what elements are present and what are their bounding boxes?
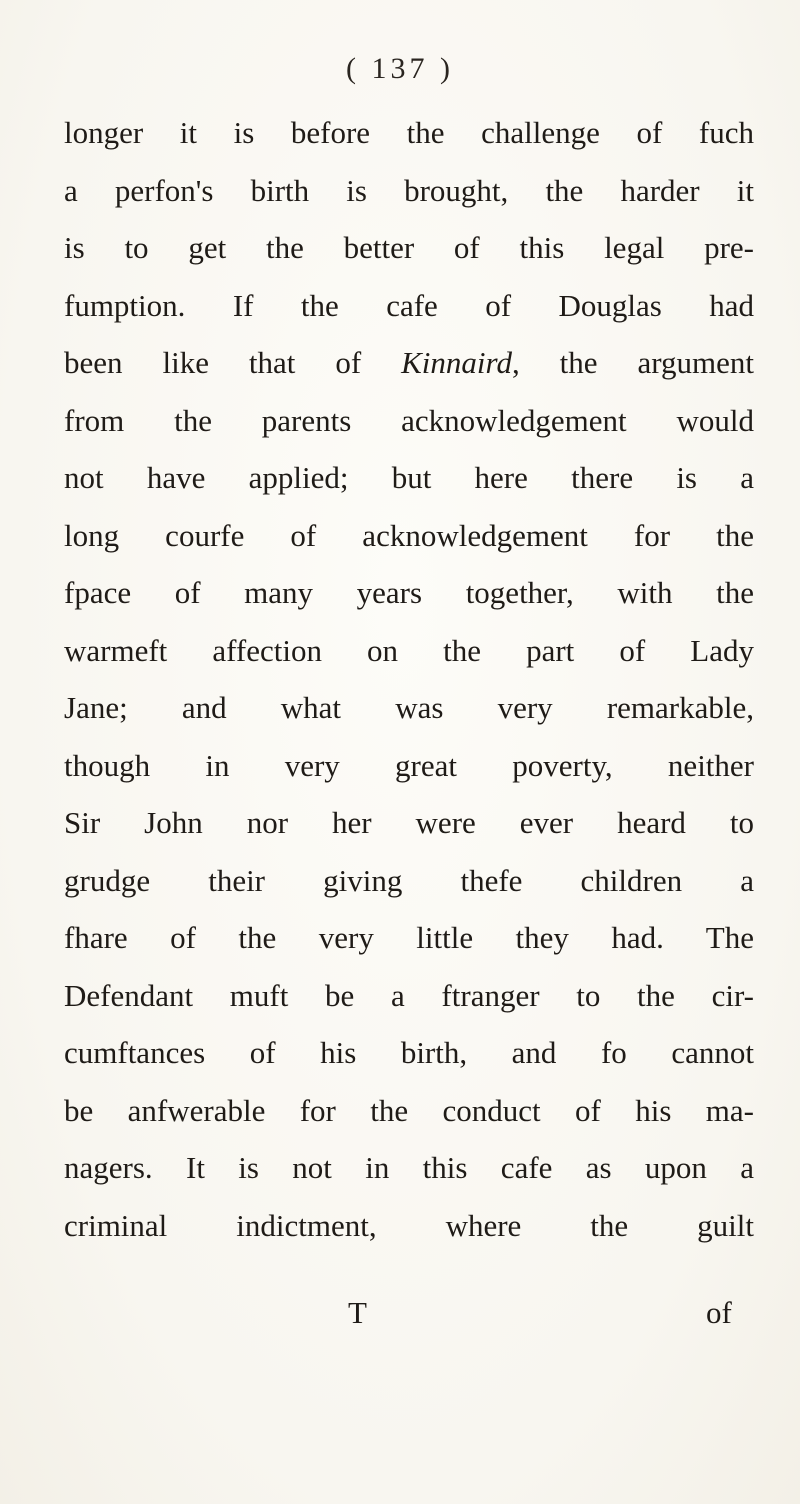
text-line: warmeft affection on the part of Lady	[64, 632, 754, 668]
text-line: is to get the better of this legal pre-	[64, 230, 754, 265]
page-footer	[0, 1295, 800, 1355]
page-number: ( 137 )	[346, 52, 454, 85]
body-text	[64, 104, 754, 1254]
text-line: long courfe of acknowledgement for the	[64, 517, 754, 553]
text-line: nagers. It is not in this cafe as upon a	[64, 1150, 754, 1185]
text-line: fumption. If the cafe of Douglas had	[64, 287, 754, 323]
italic-name: Kinnaird	[401, 345, 512, 380]
text-line: grudge their giving thefe children a	[64, 862, 754, 898]
text-line: be anfwerable for the conduct of his ma-	[64, 1092, 754, 1128]
text-line: from the parents acknowledgement would	[64, 402, 754, 438]
text-line: not have applied; but here there is a	[64, 460, 754, 495]
text-line: criminal indictment, where the guilt	[64, 1207, 754, 1243]
text-line: Sir John nor her were ever heard to	[64, 805, 754, 840]
text-line-italic: been like that of Kinnaird, the argument	[64, 345, 754, 380]
signature-mark: T	[348, 1295, 367, 1330]
text-line: though in very great poverty, neither	[64, 747, 754, 783]
text-line: Defendant muft be a ftranger to the cir-	[64, 977, 754, 1013]
text-line: a perfon's birth is brought, the harder it	[64, 172, 754, 208]
catchword: of	[706, 1295, 732, 1330]
text-line: fhare of the very little they had. The	[64, 920, 754, 955]
text-line: Jane; and what was very remarkable,	[64, 690, 754, 725]
text-line: fpace of many years together, with the	[64, 575, 754, 610]
text-line: cumftances of his birth, and fo cannot	[64, 1035, 754, 1070]
text-line: longer it is before the challenge of fuch	[64, 115, 754, 150]
